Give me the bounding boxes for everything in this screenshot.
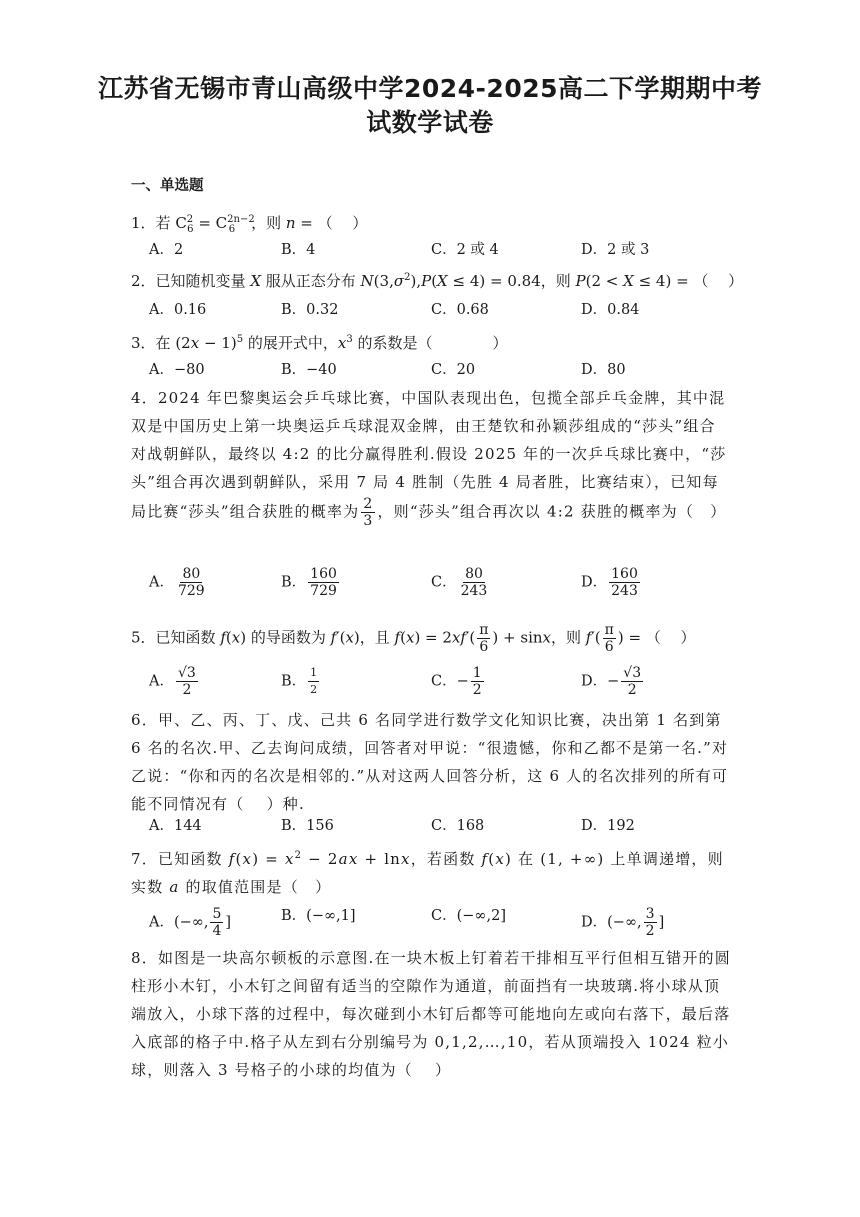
question-2: 2．已知随机变量 X 服从正态分布 $N(3,\sigma^2),P(X \le 4) = 0.84$，则 P(2 < X ≤ 4) = （ ） [131, 272, 744, 290]
question-1: 1．若 $C^2_6 = C^{2n-2}_6$ ，则 n = （ ） [131, 214, 368, 235]
q6-option-a[interactable]: A．144 [149, 818, 202, 834]
question-7: 7．已知函数 $f(x) = x^2 - 2ax + \ln x$，若函数 f(x) 在 (1, +∞) 上单调递增，则实数 a 的取值范围是（ ） [131, 850, 724, 896]
question-6: 6．甲、乙、丙、丁、戊、己共 6 名同学进行数学文化知识比赛，决出第 1 名到第 6 名的名次.甲、乙去询问成绩，回答者对甲说：“很遗憾，你和乙都不是第一名.”对乙说：“你和丙的名次是相邻的.”从对这两人回答分析，这 6 人的名次排列的所有可能不同情况有（ ）种. [131, 711, 729, 813]
q7-option-d[interactable]: D．(−∞, $\frac{3}{2}$ ] [581, 906, 665, 939]
q7-option-a[interactable]: A．(−∞, $\frac{5}{4}$ ] [149, 906, 232, 939]
q1-option-a[interactable]: A．2 [149, 242, 184, 258]
question-8: 8．如图是一块高尔顿板的示意图.在一块木板上钉着若干排相互平行但相互错开的圆柱形小木钉，小木钉之间留有适当的空隙作为通道，前面挡有一块玻璃.将小球从顶端放入，小球下落的过程中，每次碰到小木钉后都等可能地向左或向右落下，最后落入底部的格子中.格子从左到右分别编号为 0,1,2,…,10，若从顶端投入 1024 粒小球，则落入 3 号格子的小球的均值为（ ） [131, 949, 731, 1079]
q4-option-b[interactable]: B． $\frac{160}{729}$ [281, 566, 337, 599]
exam-title-line2: 试数学试卷 [366, 108, 494, 137]
q5-option-c[interactable]: C．− $\frac{1}{2}$ [431, 665, 482, 698]
q5-option-a[interactable]: A． $\frac{√3}{2}$ [149, 665, 196, 698]
q2-option-d[interactable]: D．0.84 [581, 302, 640, 318]
q1-option-b[interactable]: B．4 [281, 242, 316, 258]
q3-option-b[interactable]: B．−40 [281, 362, 337, 378]
q2-option-b[interactable]: B．0.32 [281, 302, 339, 318]
q5-option-b[interactable]: B． $\frac{1}{2}$ [281, 666, 318, 696]
q4-option-c[interactable]: C． $\frac{80}{243}$ [431, 566, 488, 599]
q7-option-b[interactable]: B．(−∞,1] [281, 908, 356, 924]
q1-option-c[interactable]: C．2 或 4 [431, 242, 499, 258]
q1-option-d[interactable]: D．2 或 3 [581, 242, 650, 258]
question-5: 5．已知函数 f(x) 的导函数为 f′(x)，且 f(x) = 2xf′( $\frac{\pi}{6}$ ) + sinx，则 f′( $\frac{\pi}{6}$ ) = （ ） [131, 622, 696, 655]
q3-option-c[interactable]: C．20 [431, 362, 476, 378]
q3-option-d[interactable]: D．80 [581, 362, 626, 378]
q5-option-d[interactable]: D．− $\frac{√3}{2}$ [581, 665, 642, 698]
q2-option-a[interactable]: A．0.16 [149, 302, 207, 318]
q4-probability-fraction: $\frac{2}{3}$ [363, 496, 374, 529]
q6-option-b[interactable]: B．156 [281, 818, 334, 834]
q6-option-c[interactable]: C．168 [431, 818, 485, 834]
q4-option-d[interactable]: D． $\frac{160}{243}$ [581, 566, 638, 599]
q3-option-a[interactable]: A．−80 [149, 362, 205, 378]
question-3: 3．在 $(2x - 1)^5$ 的展开式中，$x^3$ 的系数是（ ） [131, 334, 508, 352]
q4-option-a[interactable]: A． $\frac{80}{729}$ [149, 566, 205, 599]
section-heading: 一、单选题 [131, 178, 204, 194]
question-4: 4．2024 年巴黎奥运会乒乓球比赛，中国队表现出色，包揽全部乒乓金牌，其中混双是中国历史上第一块奥运乒乓球混双金牌，由王楚钦和孙颖莎组成的“莎头”组合对战朝鲜队，最终以 4:2 的比分赢得胜利.假设 2025 年的一次乒乓球比赛中，“莎头”组合再次遇到朝鲜队，采用 7 局 4 胜制（先胜 4 局者胜，比赛结束），已知每局比赛“莎头”组合获胜的概率为 $\frac{2}{3}$ ，则“莎头”组合再次以 4:2 获胜的概率为（ ） [131, 389, 727, 529]
q7-option-c[interactable]: C．(−∞,2] [431, 908, 506, 924]
q2-option-c[interactable]: C．0.68 [431, 302, 489, 318]
q6-option-d[interactable]: D．192 [581, 818, 635, 834]
exam-title-line1: 江苏省无锡市青山高级中学2024-2025高二下学期期中考 [97, 74, 763, 103]
